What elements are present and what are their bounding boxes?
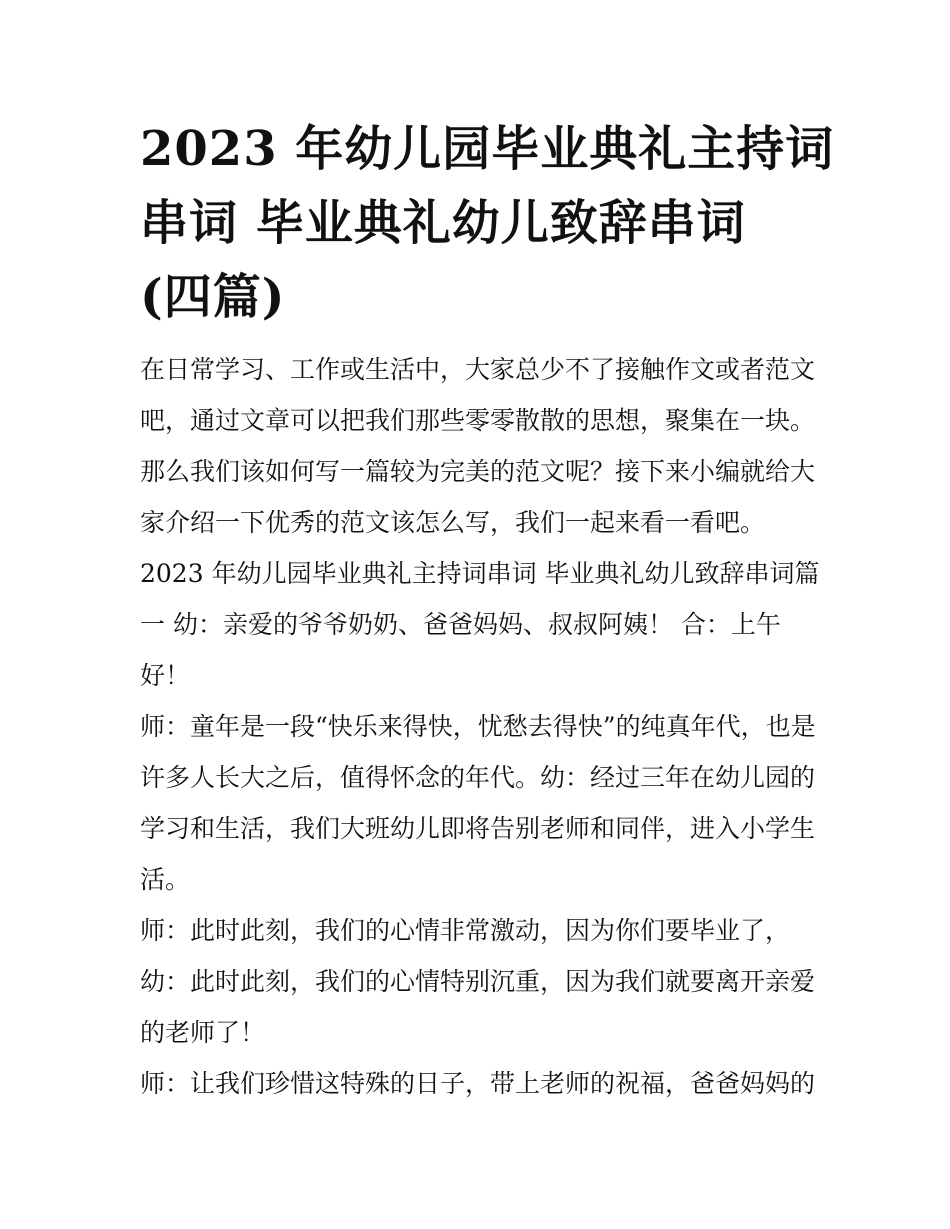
title-line: 串词 毕业典礼幼儿致辞串词 bbox=[140, 195, 746, 251]
text-line: 师：让我们珍惜这特殊的日子，带上老师的祝福，爸爸妈妈的 bbox=[140, 1069, 816, 1098]
document-body bbox=[140, 344, 820, 1109]
dialogue-paragraph bbox=[140, 701, 820, 905]
text-line: 家介绍一下优秀的范文该怎么写，我们一起来看一看吧。 bbox=[140, 508, 766, 537]
text-line: 一 幼：亲爱的爷爷奶奶、爸爸妈妈、叔叔阿姨！ 合：上午 bbox=[140, 610, 781, 639]
text-line: 2023 年幼儿园毕业典礼主持词串词 毕业典礼幼儿致辞串词篇 bbox=[140, 559, 820, 588]
text-line: 在日常学习、工作或生活中，大家总少不了接触作文或者范文 bbox=[140, 355, 816, 384]
document-page bbox=[140, 112, 835, 1109]
text-line: 好！ bbox=[140, 661, 191, 690]
dialogue-paragraph bbox=[140, 905, 820, 956]
text-line: 吧，通过文章可以把我们那些零零散散的思想，聚集在一块。 bbox=[140, 406, 816, 435]
dialogue-paragraph bbox=[140, 1058, 820, 1109]
title-line: (四篇) bbox=[140, 269, 286, 325]
text-line: 幼：此时此刻，我们的心情特别沉重，因为我们就要离开亲爱 bbox=[140, 967, 816, 996]
title-line: 2023 年幼儿园毕业典礼主持词 bbox=[140, 121, 835, 177]
text-line: 师：此时此刻，我们的心情非常激动，因为你们要毕业了， bbox=[140, 916, 791, 945]
text-line: 学习和生活，我们大班幼儿即将告别老师和同伴，进入小学生 bbox=[140, 814, 816, 843]
intro-paragraph bbox=[140, 344, 820, 548]
text-line: 师：童年是一段“快乐来得快，忧愁去得快”的纯真年代，也是 bbox=[140, 712, 816, 741]
dialogue-paragraph bbox=[140, 956, 820, 1058]
text-line: 许多人长大之后，值得怀念的年代。幼：经过三年在幼儿园的 bbox=[140, 763, 816, 792]
text-line: 的老师了！ bbox=[140, 1018, 266, 1047]
document-title bbox=[140, 112, 835, 334]
section-heading-paragraph bbox=[140, 548, 820, 701]
text-line: 活。 bbox=[140, 865, 191, 894]
text-line: 那么我们该如何写一篇较为完美的范文呢？接下来小编就给大 bbox=[140, 457, 816, 486]
